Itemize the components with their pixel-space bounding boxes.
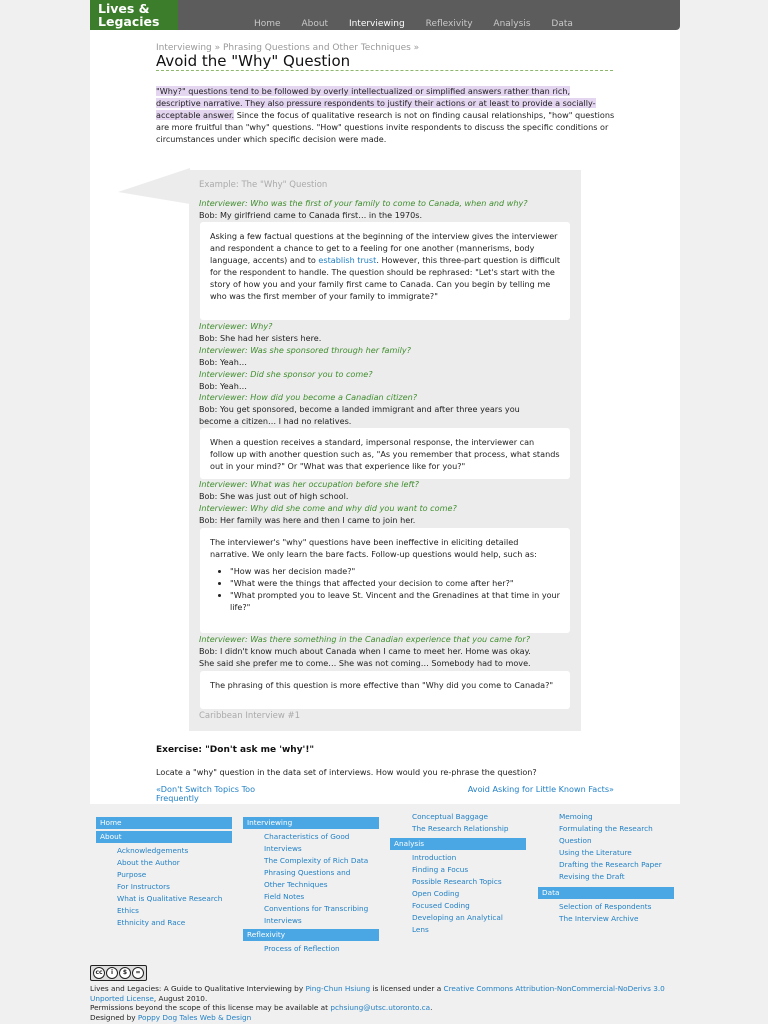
footer-link[interactable]: Phrasing Questions and — [264, 868, 351, 877]
footer-col-3 — [390, 811, 526, 936]
credit-text: Designed by — [90, 1012, 138, 1022]
credit-text: is licensed under a — [370, 984, 444, 993]
footer-link[interactable]: Using the Literature — [559, 848, 632, 857]
by-icon: i — [106, 967, 118, 979]
breadcrumb[interactable]: Interviewing » Phrasing Questions and Other Techniques » — [156, 43, 420, 53]
footer-col-1 — [96, 817, 232, 929]
footer-analysis[interactable]: Analysis — [390, 838, 526, 850]
respondent-line: Bob: Yeah… — [199, 357, 247, 367]
establish-trust-link[interactable]: establish trust — [318, 255, 377, 265]
nc-icon: $ — [119, 967, 131, 979]
follow-up-list — [230, 565, 560, 613]
respondent-line: Bob: She had her sisters here. — [199, 333, 322, 343]
nav-reflexivity[interactable]: Reflexivity — [425, 19, 473, 29]
footer-link[interactable]: Characteristics of Good — [264, 832, 350, 841]
footer-link[interactable]: Developing an Analytical — [412, 913, 503, 922]
respondent-line: Bob: Yeah… — [199, 381, 247, 391]
exercise-text: Locate a "why" question in the data set of interviews. How would you re-phrase the question? — [156, 767, 537, 777]
footer-link[interactable]: For Instructors — [117, 882, 170, 891]
interviewer-line: Interviewer: Did she sponsor you to come? — [199, 369, 373, 379]
respondent-line: Bob: My girlfriend came to Canada first… in the 1970s. — [199, 210, 423, 220]
interviewer-line: Interviewer: Why? — [199, 321, 273, 331]
footer-link[interactable]: Ethics — [117, 906, 139, 915]
commentary-note: The phrasing of this question is more effective than "Why did you come to Canada?" — [200, 671, 570, 709]
commentary-note: When a question receives a standard, impersonal response, the interviewer can follow up with another question such as, "As you remember that process, what stands out in your mind?" Or "What was that experience like for you?" — [200, 428, 570, 479]
nav-analysis[interactable]: Analysis — [493, 19, 531, 29]
footer-link[interactable]: Formulating the Research — [559, 824, 653, 833]
designer-link[interactable]: Poppy Dog Tales Web & Design — [137, 1012, 252, 1022]
footer-link[interactable]: Process of Reflection — [264, 944, 340, 953]
footer-col-4 — [538, 811, 674, 925]
footer-link[interactable]: The Research Relationship — [412, 824, 509, 833]
footer-link[interactable]: Selection of Respondents — [559, 902, 652, 911]
footer-link[interactable]: Interviews — [264, 844, 302, 853]
footer-data[interactable]: Data — [538, 887, 674, 899]
interviewer-line: Interviewer: How did you become a Canadian citizen? — [199, 392, 418, 402]
credit-text: Lives and Legacies: A Guide to Qualitative Interviewing by — [90, 984, 306, 993]
list-item: • "How was her decision made?" — [230, 565, 560, 577]
footer-link[interactable]: Possible Research Topics — [412, 877, 502, 886]
footer-link[interactable]: Conventions for Transcribing — [264, 904, 369, 913]
intro-text: Since the focus of qualitative research is not on finding causal relationships, "how" questions are more fruitful than "why" questions. "How" questions invite respondents to discuss the specific conditions or circumstances under which specific decision were made. — [156, 110, 615, 144]
credit-text: , August 2010. — [153, 993, 208, 1003]
footer-link[interactable]: Question — [559, 836, 592, 845]
footer-link[interactable]: Drafting the Research Paper — [559, 860, 662, 869]
main-nav — [254, 19, 591, 29]
footer-interviewing[interactable]: Interviewing — [243, 817, 379, 829]
footer-link[interactable]: Introduction — [412, 853, 457, 862]
footer-reflexivity[interactable]: Reflexivity — [243, 929, 379, 941]
footer-link[interactable]: Conceptual Baggage — [412, 812, 488, 821]
logo-line-2: Legacies — [98, 14, 160, 29]
footer-about[interactable]: About — [96, 831, 232, 843]
footer-link[interactable]: Open Coding — [412, 889, 460, 898]
list-item: • "What prompted you to leave St. Vincent and the Grenadines at that time in your life?" — [230, 589, 560, 613]
footer-link[interactable]: Acknowledgements — [117, 846, 189, 855]
footer-link[interactable]: Revising the Draft — [559, 872, 625, 881]
license-link[interactable]: Creative Commons Attribution-NonCommercial-NoDerivs 3.0 Unported License — [90, 984, 665, 1003]
site-logo[interactable] — [90, 0, 178, 30]
page-title: Avoid the "Why" Question — [156, 52, 351, 70]
speech-bubble-tail — [118, 168, 190, 204]
interviewer-line: Interviewer: Was there something in the Canadian experience that you came for? — [199, 634, 530, 644]
footer-col-2 — [243, 817, 379, 955]
nav-data[interactable]: Data — [551, 19, 573, 29]
note-text: . However, this three-part question is difficult for the respondent to handle. The question should be rephrased: "Let's start with the story of how you and your family first came to Canada. Can you begin by telling me who was the first member of your family to immigrate?" — [210, 255, 560, 301]
footer-link[interactable]: What is Qualitative Research — [117, 894, 223, 903]
footer-link[interactable]: Finding a Focus — [412, 865, 469, 874]
footer-home[interactable]: Home — [96, 817, 232, 829]
footer-link[interactable]: Field Notes — [264, 892, 305, 901]
nav-about[interactable]: About — [301, 19, 329, 29]
footer-link[interactable]: Memoing — [559, 812, 593, 821]
interviewer-line: Interviewer: Who was the first of your family to come to Canada, when and why? — [199, 198, 528, 208]
note-text: The interviewer's "why" questions have been ineffective in eliciting detailed narrative. We only learn the bare facts. Follow-up questions would help, such as: — [210, 537, 537, 559]
footer-link[interactable]: The Complexity of Rich Data — [264, 856, 369, 865]
footer-link[interactable]: About the Author — [117, 858, 180, 867]
prev-page-link[interactable]: «Don't Switch Topics Too Frequently — [156, 784, 256, 803]
footer-link[interactable]: Focused Coding — [412, 901, 470, 910]
list-item: • "What were the things that affected your decision to come after her?" — [230, 577, 560, 589]
nav-home[interactable]: Home — [254, 19, 281, 29]
respondent-line: Bob: I didn't know much about Canada when I came to meet her. Home was okay. — [199, 646, 531, 656]
credit-text: . — [430, 1003, 433, 1012]
email-link[interactable]: pchsiung@utsc.utoronto.ca — [330, 1003, 431, 1012]
interviewer-line: Interviewer: Was she sponsored through her family? — [199, 345, 411, 355]
example-title: Example: The "Why" Question — [199, 180, 328, 190]
note-text: Asking a few factual questions at the beginning of the interview gives the interviewer and respondent a chance to get to a feeling for one another (mannerisms, body language, accents) and to — [210, 231, 558, 265]
highlighted-text: "Why?" questions tend to be followed by overly intellectualized or simplified answers rather than rich, descriptive narrative. They also pressure respondents to justify their actions or at least to provide a socially-acceptable answer. — [156, 86, 596, 120]
commentary-note — [200, 528, 570, 633]
footer-link[interactable]: Lens — [412, 925, 429, 934]
footer-link[interactable]: Other Techniques — [264, 880, 328, 889]
license-credits — [90, 984, 690, 1022]
nd-icon: = — [132, 967, 144, 979]
interviewer-line: Interviewer: What was her occupation before she left? — [199, 479, 419, 489]
footer-link[interactable]: The Interview Archive — [559, 914, 639, 923]
respondent-line: Bob: You get sponsored, become a landed immigrant and after three years you — [199, 404, 520, 414]
intro-paragraph — [156, 85, 616, 145]
footer-link[interactable]: Ethnicity and Race — [117, 918, 186, 927]
exercise-heading: Exercise: "Don't ask me 'why'!" — [156, 745, 315, 755]
cc-icon: cc — [93, 967, 105, 979]
title-divider — [156, 70, 613, 71]
respondent-line: Bob: She was just out of high school. — [199, 491, 349, 501]
interviewer-line: Interviewer: Why did she come and why did you want to come? — [199, 503, 457, 513]
commentary-note — [200, 222, 570, 320]
nav-interviewing[interactable]: Interviewing — [348, 19, 405, 29]
footer-link[interactable]: Purpose — [117, 870, 147, 879]
footer-link[interactable]: Interviews — [264, 916, 302, 925]
example-caption: Caribbean Interview #1 — [199, 711, 301, 721]
respondent-line: become a citizen… I had no relatives. — [199, 416, 352, 426]
next-page-link[interactable]: Avoid Asking for Little Known Facts» — [467, 784, 614, 794]
respondent-line: Bob: Her family was here and then I came to join her. — [199, 515, 416, 525]
author-link[interactable]: Ping-Chun Hsiung — [305, 984, 371, 993]
credit-text: Permissions beyond the scope of this license may be available at — [90, 1003, 331, 1012]
creative-commons-badge[interactable] — [90, 965, 147, 981]
logo-line-1: Lives & — [98, 1, 150, 16]
respondent-line: She said she prefer me to come… She was not coming… Somebody had to move. — [199, 658, 531, 668]
